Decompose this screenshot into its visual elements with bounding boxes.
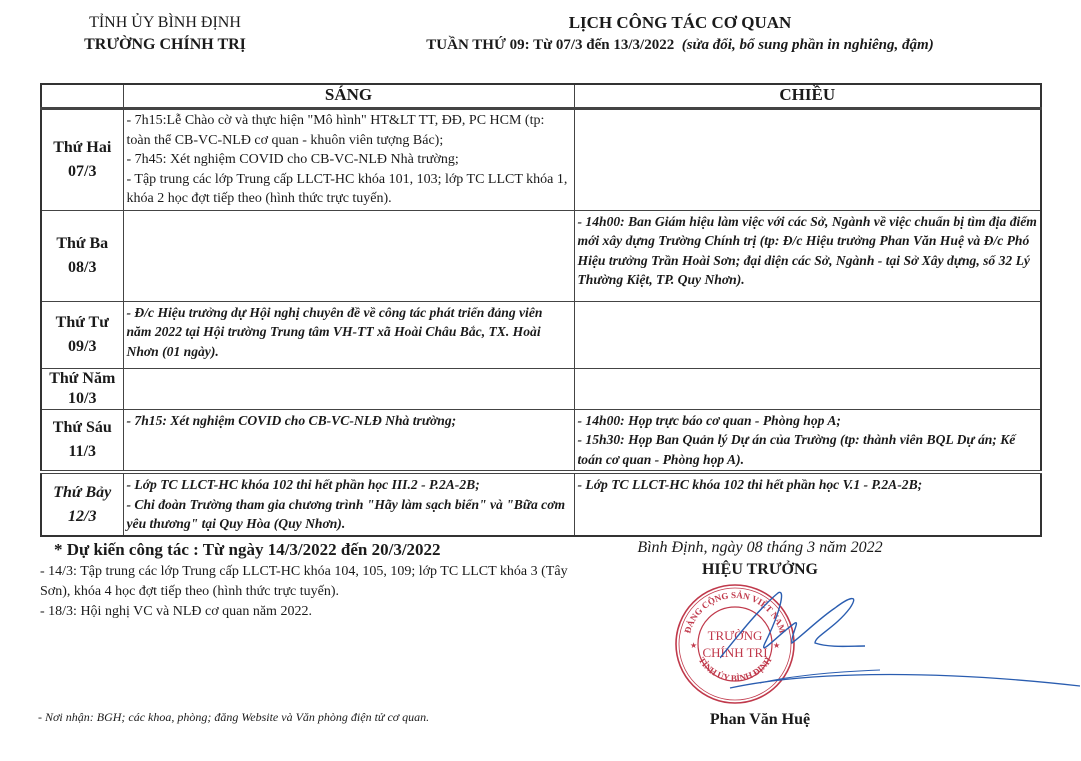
morning-cell bbox=[123, 301, 574, 368]
signer-name: Phan Văn Huệ bbox=[709, 711, 811, 728]
schedule-entry: - Tập trung các lớp Trung cấp LLCT-HC khóa 101, 103; lớp TC LLCT khóa 1, khóa 2 học đợt tiếp theo (hình thức trực tuyến). bbox=[126, 171, 568, 206]
table-row-friday bbox=[41, 409, 1041, 472]
svg-text:TỈNH ỦY BÌNH ĐỊNH: TỈNH ỦY BÌNH ĐỊNH bbox=[696, 655, 774, 684]
afternoon-column-header: CHIỀU bbox=[574, 84, 1041, 109]
schedule-table bbox=[40, 83, 1042, 537]
day-name: Thứ Tư bbox=[55, 313, 109, 331]
afternoon-cell bbox=[574, 472, 1041, 536]
morning-column-header: SÁNG bbox=[123, 84, 574, 109]
schedule-entry: - Đ/c Hiệu trưởng dự Hội nghị chuyên đề về công tác phát triển đảng viên năm 2022 tại Hội trường Trung tâm VH-TT xã Hoài Châu Bắc, TX. Hoài Nhơn (01 ngày). bbox=[126, 304, 543, 359]
schedule-entry: - 15h30: Họp Ban Quản lý Dự án của Trường (tp: thành viên BQL Dự án; Kế toán cơ quan - Phòng họp A). bbox=[577, 432, 1016, 467]
upcoming-plan bbox=[40, 538, 580, 622]
table-row-tuesday bbox=[41, 210, 1041, 301]
schedule-entry: - 7h45: Xét nghiệm COVID cho CB-VC-NLĐ Nhà trường; bbox=[126, 152, 459, 167]
day-date: 08/3 bbox=[68, 258, 97, 276]
day-cell bbox=[41, 210, 123, 301]
day-date: 12/3 bbox=[68, 507, 97, 525]
day-name: Thứ Hai bbox=[53, 138, 112, 156]
schedule-entry: - 14h00: Họp trực báo cơ quan - Phòng họp A; bbox=[577, 412, 841, 428]
week-range: TUẦN THỨ 09: Từ 07/3 đến 13/3/2022 bbox=[426, 37, 675, 53]
schedule-entry: - 14h00: Ban Giám hiệu làm việc với các Sở, Ngành về việc chuẩn bị tìm địa điểm mới xây dựng Trường Chính trị (tp: Đ/c Hiệu trưởng Phan Văn Huệ và Đ/c Phó Hiệu trưởng Trần Hoài Sơn; đại diện các Sở, Ngành - tại Sở Xây dựng, số 32 Lý Thường Kiệt, TP. Quy Nhơn). bbox=[577, 213, 1037, 287]
svg-text:★: ★ bbox=[690, 641, 698, 650]
svg-text:TRƯỜNG: TRƯỜNG bbox=[707, 628, 763, 643]
day-cell bbox=[41, 109, 123, 211]
day-date: 11/3 bbox=[68, 442, 97, 460]
day-cell bbox=[41, 368, 123, 409]
svg-text:CHÍNH TRỊ: CHÍNH TRỊ bbox=[702, 645, 768, 660]
day-cell bbox=[41, 409, 123, 472]
revision-note: (sửa đổi, bổ sung phần in nghiêng, đậm) bbox=[681, 37, 934, 53]
issuer-parent-org: TỈNH ỦY BÌNH ĐỊNH bbox=[89, 14, 241, 31]
day-date: 09/3 bbox=[68, 337, 97, 355]
afternoon-cell bbox=[574, 301, 1041, 368]
issuer-org: TRƯỜNG CHÍNH TRỊ bbox=[84, 36, 246, 53]
day-cell bbox=[41, 472, 123, 536]
schedule-entry: - Lớp TC LLCT-HC khóa 102 thi hết phần học V.1 - P.2A-2B; bbox=[577, 477, 923, 492]
morning-cell bbox=[123, 472, 574, 536]
document-title: LỊCH CÔNG TÁC CƠ QUAN bbox=[568, 13, 792, 32]
table-row-monday bbox=[41, 109, 1041, 211]
afternoon-cell bbox=[574, 409, 1041, 472]
morning-cell bbox=[123, 109, 574, 211]
table-header-row bbox=[41, 84, 1041, 109]
afternoon-cell bbox=[574, 210, 1041, 301]
afternoon-cell bbox=[574, 109, 1041, 211]
day-name: Thứ Bảy bbox=[53, 483, 112, 501]
afternoon-cell bbox=[574, 368, 1041, 409]
table-row-thursday bbox=[41, 368, 1041, 409]
morning-cell bbox=[123, 368, 574, 409]
schedule-entry: - 7h15: Xét nghiệm COVID cho CB-VC-NLĐ Nhà trường; bbox=[126, 412, 457, 428]
svg-text:ĐẢNG CỘNG SẢN VIỆT NAM: ĐẢNG CỘNG SẢN VIỆT NAM bbox=[682, 589, 788, 635]
day-date: 07/3 bbox=[68, 162, 97, 180]
handwritten-signature-icon bbox=[720, 588, 1080, 698]
table-row-wednesday bbox=[41, 301, 1041, 368]
day-name: Thứ Sáu bbox=[52, 418, 112, 436]
plan-item: - 14/3: Tập trung các lớp Trung cấp LLCT-HC khóa 104, 105, 109; lớp TC LLCT khóa 3 (Tây Sơn), khóa 4 học đợt tiếp theo (hình thức trực tuyến). bbox=[40, 564, 568, 599]
day-cell bbox=[41, 301, 123, 368]
recipients-note: - Nơi nhận: BGH; các khoa, phòng; đăng Website và Văn phòng điện tử cơ quan. bbox=[38, 710, 430, 724]
svg-text:★: ★ bbox=[773, 641, 781, 650]
morning-cell bbox=[123, 210, 574, 301]
day-column-header bbox=[41, 84, 123, 109]
schedule-entry: - Chi đoàn Trường tham gia chương trình "Hãy làm sạch biển" và "Bữa cơm yêu thương" tại Quy Hòa (Quy Nhơn). bbox=[126, 496, 566, 531]
signer-role: HIỆU TRƯỞNG bbox=[701, 561, 818, 578]
document-subtitle bbox=[300, 34, 1060, 56]
schedule-entry: - 7h15:Lễ Chào cờ và thực hiện "Mô hình" HT&LT TT, ĐĐ, PC HCM (tp: toàn thể CB-VC-NLĐ cơ quan - khuôn viên tượng Bác); bbox=[126, 113, 545, 148]
morning-cell bbox=[123, 409, 574, 472]
issuer-block bbox=[40, 12, 290, 56]
plan-item: - 18/3: Hội nghị VC và NLĐ cơ quan năm 2022. bbox=[40, 604, 312, 619]
day-name: Thứ Ba bbox=[56, 234, 109, 252]
day-name: Thứ Năm bbox=[49, 369, 116, 387]
document-title-block bbox=[300, 12, 1060, 56]
day-date: 10/3 bbox=[68, 389, 97, 407]
table-row-saturday bbox=[41, 472, 1041, 536]
upcoming-plan-title: * Dự kiến công tác : Từ ngày 14/3/2022 đến 20/3/2022 bbox=[54, 540, 441, 559]
place-and-date: Bình Định, ngày 08 tháng 3 năm 2022 bbox=[637, 539, 883, 556]
schedule-entry: - Lớp TC LLCT-HC khóa 102 thi hết phần học III.2 - P.2A-2B; bbox=[126, 477, 480, 492]
